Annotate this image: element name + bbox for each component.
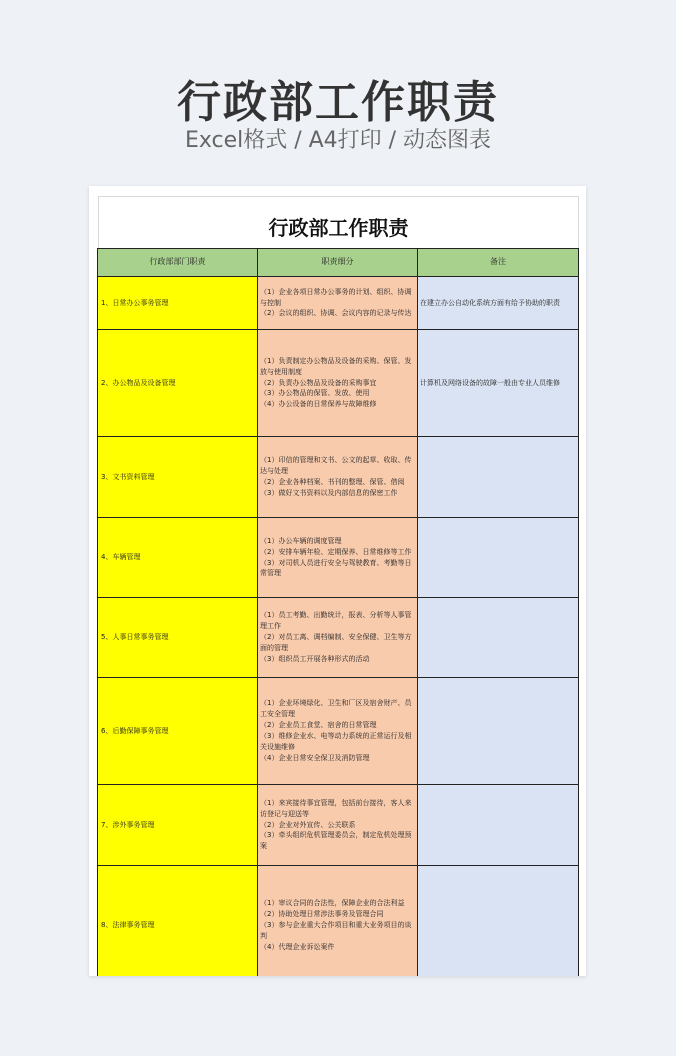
duty-line: （1）印信的管理和文书、公文的起草、收取、传达与处理 xyxy=(260,456,412,476)
header-note: 备注 xyxy=(418,249,579,277)
table-row xyxy=(98,866,579,977)
duty-line: （1）负责制定办公物品及设备的采购、保管、发放与使用制度 xyxy=(260,356,412,376)
dept-cell: 5、人事日常事务管理 xyxy=(98,598,258,678)
duty-line: （1）企业各项日常办公事务的计划、组织、协调与控制 xyxy=(260,287,412,307)
duty-line: （4）代理企业诉讼案件 xyxy=(260,942,335,951)
note-cell: 在建立办公自动化系统方面有给予协助的职责 xyxy=(418,277,579,330)
duty-line: （2）协助处理日常涉法事务及管理合同 xyxy=(260,910,384,919)
note-cell xyxy=(418,678,579,785)
duty-line: （2）企业对外宣传、公关联系 xyxy=(260,820,356,829)
table-row xyxy=(98,330,579,437)
duty-line: （1）来宾接待事宜管理，包括前台接待，客人来访登记与迎送等 xyxy=(260,798,412,818)
dept-cell: 8、法律事务管理 xyxy=(98,866,258,977)
duty-line: （3）做好文书资料以及内部信息的保密工作 xyxy=(260,488,398,497)
header-duty: 职责细分 xyxy=(258,249,418,277)
note-cell xyxy=(418,866,579,977)
duty-cell xyxy=(258,518,418,598)
duty-line: （4）办公设备的日常保养与故障维修 xyxy=(260,400,377,409)
note-cell xyxy=(418,437,579,518)
duty-line: （2）企业员工食堂、宿舍的日常管理 xyxy=(260,721,377,730)
dept-cell: 7、涉外事务管理 xyxy=(98,785,258,866)
dept-cell: 6、后勤保障事务管理 xyxy=(98,678,258,785)
table-row xyxy=(98,277,579,330)
duty-table xyxy=(97,248,579,976)
duty-line: （3）组织员工开展各种形式的活动 xyxy=(260,654,370,663)
note-cell xyxy=(418,518,579,598)
dept-cell: 1、日常办公事务管理 xyxy=(98,277,258,330)
duty-line: （3）对司机人员进行安全与驾驶教育、考勤等日常管理 xyxy=(260,558,412,578)
header-row xyxy=(98,249,579,277)
duty-line: （2）安排车辆年检、定期保养、日常维修等工作 xyxy=(260,547,412,556)
duty-cell xyxy=(258,437,418,518)
hero-subtitle: Excel格式 / A4打印 / 动态图表 xyxy=(184,128,492,153)
table-row xyxy=(98,518,579,598)
dept-cell: 3、文书资料管理 xyxy=(98,437,258,518)
duty-line: （2）会议的组织、协调、会议内容的记录与传达 xyxy=(260,309,412,318)
duty-cell xyxy=(258,277,418,330)
table-row xyxy=(98,785,579,866)
duty-line: （1）员工考勤、出勤统计，报表、分析等人事管理工作 xyxy=(260,611,412,631)
duty-line: （3）牵头组织危机管理委员会，制定危机处理预案 xyxy=(260,831,412,851)
sheet-paper xyxy=(89,186,586,976)
table-row xyxy=(98,598,579,678)
duty-line: （3）办公物品的保管、发放、使用 xyxy=(260,389,370,398)
note-cell: 计算机及网络设备的故障一般由专业人员维修 xyxy=(418,330,579,437)
hero-title: 行政部工作职责 xyxy=(177,77,499,128)
duty-cell xyxy=(258,785,418,866)
note-cell xyxy=(418,785,579,866)
duty-line: （2）负责办公物品及设备的采购事宜 xyxy=(260,378,377,387)
table-row xyxy=(98,437,579,518)
duty-cell xyxy=(258,330,418,437)
dept-cell: 4、车辆管理 xyxy=(98,518,258,598)
duty-line: （1）企业环境绿化、卫生和厂区及宿舍财产、员工安全管理 xyxy=(260,699,412,719)
sheet-title: 行政部工作职责 xyxy=(98,196,579,255)
duty-cell xyxy=(258,866,418,977)
table-row xyxy=(98,678,579,785)
duty-line: （1）办公车辆的调度管理 xyxy=(260,536,342,545)
duty-line: （1）审议合同的合法性，保障企业的合法利益 xyxy=(260,899,405,908)
dept-cell: 2、办公物品及设备管理 xyxy=(98,330,258,437)
header-dept: 行政部部门职责 xyxy=(98,249,258,277)
duty-cell xyxy=(258,598,418,678)
duty-cell xyxy=(258,678,418,785)
duty-line: （4）企业日常安全保卫及消防管理 xyxy=(260,753,370,762)
duty-line: （2）对员工离、调档编制、安全保健、卫生等方面的管理 xyxy=(260,633,412,652)
duty-line: （3）参与企业重大合作项目和重大业务项目的谈判 xyxy=(260,921,412,940)
note-cell xyxy=(418,598,579,678)
duty-line: （3）维修企业水、电等动力系统的正常运行及相关设施维修 xyxy=(260,732,412,751)
duty-line: （2）企业各种档案、书刊的整理、保管、借阅 xyxy=(260,478,405,486)
